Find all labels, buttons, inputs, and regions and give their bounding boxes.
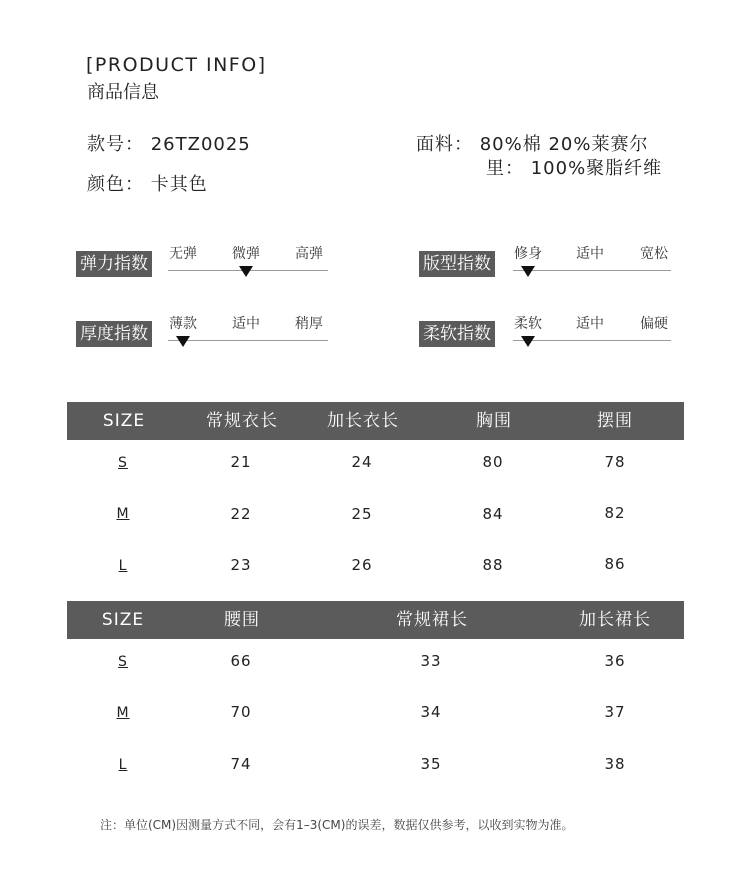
table-cell: 25: [351, 505, 373, 523]
table-cell: 21: [230, 453, 252, 471]
title-english: [PRODUCT INFO]: [86, 54, 267, 76]
table-cell: 33: [420, 652, 442, 670]
header-cell: 加长裙长: [579, 610, 651, 630]
selection-marker: [176, 336, 190, 347]
table-cell: 84: [482, 505, 504, 523]
table-cell: 37: [604, 703, 626, 721]
table-cell: 70: [230, 703, 252, 721]
scale-line: [168, 340, 328, 341]
top-table-header: [67, 402, 684, 440]
measurement-note: 注：单位(CM)因测量方式不同，会有1–3(CM)的误差，数据仅供参考，以收到实物为准。: [100, 818, 574, 832]
elasticity-index-label: 弹力指数: [76, 251, 152, 277]
header-cell: 胸围: [476, 411, 512, 431]
title-chinese: 商品信息: [87, 82, 159, 103]
scale-option: 薄款: [169, 316, 197, 332]
scale-line: [513, 340, 671, 341]
scale-option: 适中: [576, 246, 604, 262]
thickness-scale: [168, 313, 328, 353]
table-cell: 78: [604, 453, 626, 471]
style-number: 款号： 26TZ0025: [87, 134, 251, 155]
lining-info: 里： 100%聚脂纤维: [486, 158, 663, 179]
table-cell: 24: [351, 453, 373, 471]
table-cell: 38: [604, 755, 626, 773]
table-cell: 86: [604, 555, 626, 573]
scale-line: [513, 270, 671, 271]
selection-marker: [521, 266, 535, 277]
table-cell: 23: [230, 556, 252, 574]
header-cell: 常规裙长: [396, 610, 468, 630]
table-cell: 34: [420, 703, 442, 721]
size-cell: M: [116, 705, 130, 721]
selection-marker: [239, 266, 253, 277]
elasticity-scale: [168, 243, 328, 283]
header-cell: SIZE: [102, 411, 146, 431]
table-cell: 88: [482, 556, 504, 574]
color-info: 颜色： 卡其色: [87, 174, 208, 195]
softness-index-label: 柔软指数: [419, 321, 495, 347]
bottom-table-header: [67, 601, 684, 639]
scale-option: 修身: [514, 246, 542, 262]
table-cell: 66: [230, 652, 252, 670]
scale-option: 稍厚: [295, 316, 323, 332]
scale-option: 偏硬: [640, 316, 668, 332]
scale-option: 微弹: [232, 246, 260, 262]
size-cell: S: [118, 654, 128, 670]
table-cell: 36: [604, 652, 626, 670]
scale-option: 柔软: [514, 316, 542, 332]
header-cell: 摆围: [597, 411, 633, 431]
selection-marker: [521, 336, 535, 347]
scale-option: 适中: [576, 316, 604, 332]
size-cell: L: [118, 558, 128, 574]
header-cell: 加长衣长: [327, 411, 399, 431]
table-cell: 35: [420, 755, 442, 773]
table-cell: 80: [482, 453, 504, 471]
scale-option: 无弹: [169, 246, 197, 262]
table-cell: 82: [604, 504, 626, 522]
header-cell: 腰围: [224, 610, 260, 630]
table-cell: 74: [230, 755, 252, 773]
softness-scale: [513, 313, 671, 353]
fit-scale: [513, 243, 671, 283]
table-cell: 22: [230, 505, 252, 523]
thickness-index-label: 厚度指数: [76, 321, 152, 347]
table-cell: 26: [351, 556, 373, 574]
scale-option: 适中: [232, 316, 260, 332]
fit-index-label: 版型指数: [419, 251, 495, 277]
header-cell: SIZE: [101, 610, 145, 630]
size-cell: S: [118, 455, 128, 471]
scale-option: 宽松: [640, 246, 668, 262]
scale-option: 高弹: [295, 246, 323, 262]
size-cell: L: [118, 757, 128, 773]
fabric-info: 面料： 80%棉 20%莱赛尔: [416, 134, 649, 155]
header-cell: 常规衣长: [206, 411, 278, 431]
size-cell: M: [116, 506, 130, 522]
